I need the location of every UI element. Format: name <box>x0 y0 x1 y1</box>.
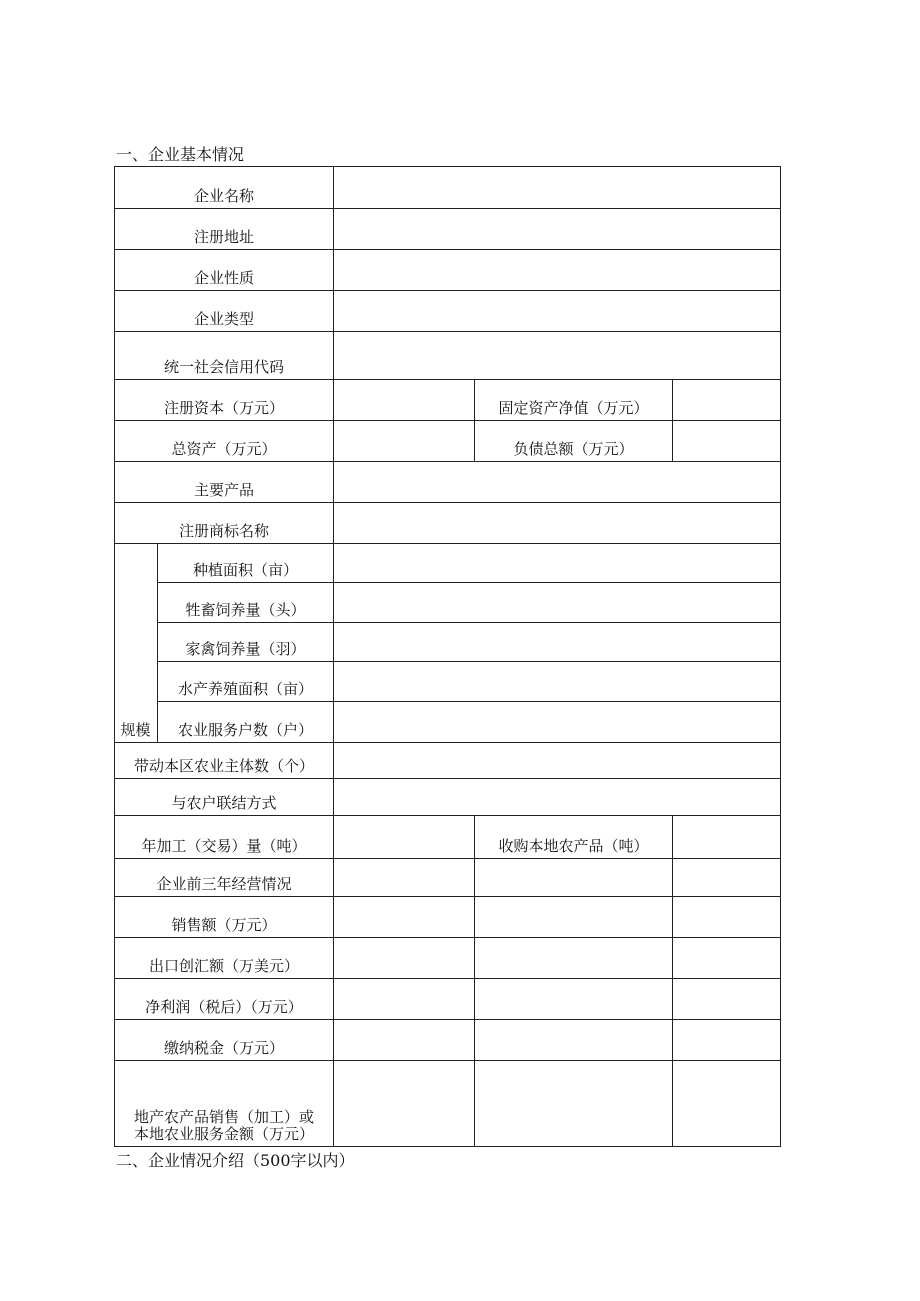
label-type: 企业类型 <box>115 291 334 332</box>
label-poultry: 家禽饲养量（羽） <box>158 623 334 662</box>
input-sales-2[interactable] <box>475 897 673 938</box>
input-export-3[interactable] <box>673 938 781 979</box>
label-fixed-assets: 固定资产净值（万元） <box>475 380 673 421</box>
input-planting-area[interactable] <box>334 544 781 583</box>
input-service-households[interactable] <box>334 702 781 743</box>
label-service-households: 农业服务户数（户） <box>158 702 334 743</box>
input-name[interactable] <box>334 167 781 209</box>
label-net-profit: 净利润（税后）（万元） <box>115 979 334 1020</box>
label-nature: 企业性质 <box>115 250 334 291</box>
input-fixed-assets[interactable] <box>673 380 781 421</box>
input-main-products[interactable] <box>334 462 781 503</box>
label-local-sales-line-1: 地产农产品销售（加工）或 <box>134 1108 315 1126</box>
input-type[interactable] <box>334 291 781 332</box>
label-main-products: 主要产品 <box>115 462 334 503</box>
input-aquaculture[interactable] <box>334 662 781 702</box>
input-export-1[interactable] <box>334 938 475 979</box>
input-local-sales-2[interactable] <box>475 1061 673 1147</box>
input-credit-code[interactable] <box>334 332 781 380</box>
input-poultry[interactable] <box>334 623 781 662</box>
label-link-mode: 与农户联结方式 <box>115 779 334 816</box>
input-drive-count[interactable] <box>334 743 781 779</box>
input-address[interactable] <box>334 209 781 250</box>
input-net-profit-3[interactable] <box>673 979 781 1020</box>
label-local-purchase: 收购本地农产品（吨） <box>475 816 673 859</box>
label-registered-capital: 注册资本（万元） <box>115 380 334 421</box>
input-export-2[interactable] <box>475 938 673 979</box>
label-trademark: 注册商标名称 <box>115 503 334 544</box>
input-sales-3[interactable] <box>673 897 781 938</box>
input-net-profit-1[interactable] <box>334 979 475 1020</box>
input-trademark[interactable] <box>334 503 781 544</box>
input-total-assets[interactable] <box>334 421 475 462</box>
input-net-profit-2[interactable] <box>475 979 673 1020</box>
input-livestock[interactable] <box>334 583 781 623</box>
label-annual-processing: 年加工（交易）量（吨） <box>115 816 334 859</box>
label-planting-area: 种植面积（亩） <box>158 544 334 583</box>
section-2-title: 二、企业情况介绍（500字以内） <box>116 1151 355 1170</box>
label-history: 企业前三年经营情况 <box>115 859 334 897</box>
section-1-title: 一、企业基本情况 <box>116 145 245 164</box>
input-taxes-2[interactable] <box>475 1020 673 1061</box>
input-local-purchase[interactable] <box>673 816 781 859</box>
label-credit-code: 统一社会信用代码 <box>115 332 334 380</box>
input-local-sales-1[interactable] <box>334 1061 475 1147</box>
input-link-mode[interactable] <box>334 779 781 816</box>
label-local-sales <box>115 1061 334 1147</box>
input-taxes-1[interactable] <box>334 1020 475 1061</box>
input-local-sales-3[interactable] <box>673 1061 781 1147</box>
history-year-1[interactable] <box>334 859 475 897</box>
label-scale: 规模 <box>115 544 158 743</box>
label-export: 出口创汇额（万美元） <box>115 938 334 979</box>
input-registered-capital[interactable] <box>334 380 475 421</box>
enterprise-info-table <box>114 166 781 1147</box>
label-sales: 销售额（万元） <box>115 897 334 938</box>
input-taxes-3[interactable] <box>673 1020 781 1061</box>
label-total-assets: 总资产（万元） <box>115 421 334 462</box>
input-nature[interactable] <box>334 250 781 291</box>
input-sales-1[interactable] <box>334 897 475 938</box>
label-name: 企业名称 <box>115 167 334 209</box>
history-year-3[interactable] <box>673 859 781 897</box>
history-year-2[interactable] <box>475 859 673 897</box>
label-taxes: 缴纳税金（万元） <box>115 1020 334 1061</box>
input-annual-processing[interactable] <box>334 816 475 859</box>
label-drive-count: 带动本区农业主体数（个） <box>115 743 334 779</box>
label-address: 注册地址 <box>115 209 334 250</box>
label-livestock: 牲畜饲养量（头） <box>158 583 334 623</box>
input-total-liabilities[interactable] <box>673 421 781 462</box>
label-aquaculture: 水产养殖面积（亩） <box>158 662 334 702</box>
label-total-liabilities: 负债总额（万元） <box>475 421 673 462</box>
label-local-sales-line-2: 本地农业服务金额（万元） <box>134 1125 315 1143</box>
